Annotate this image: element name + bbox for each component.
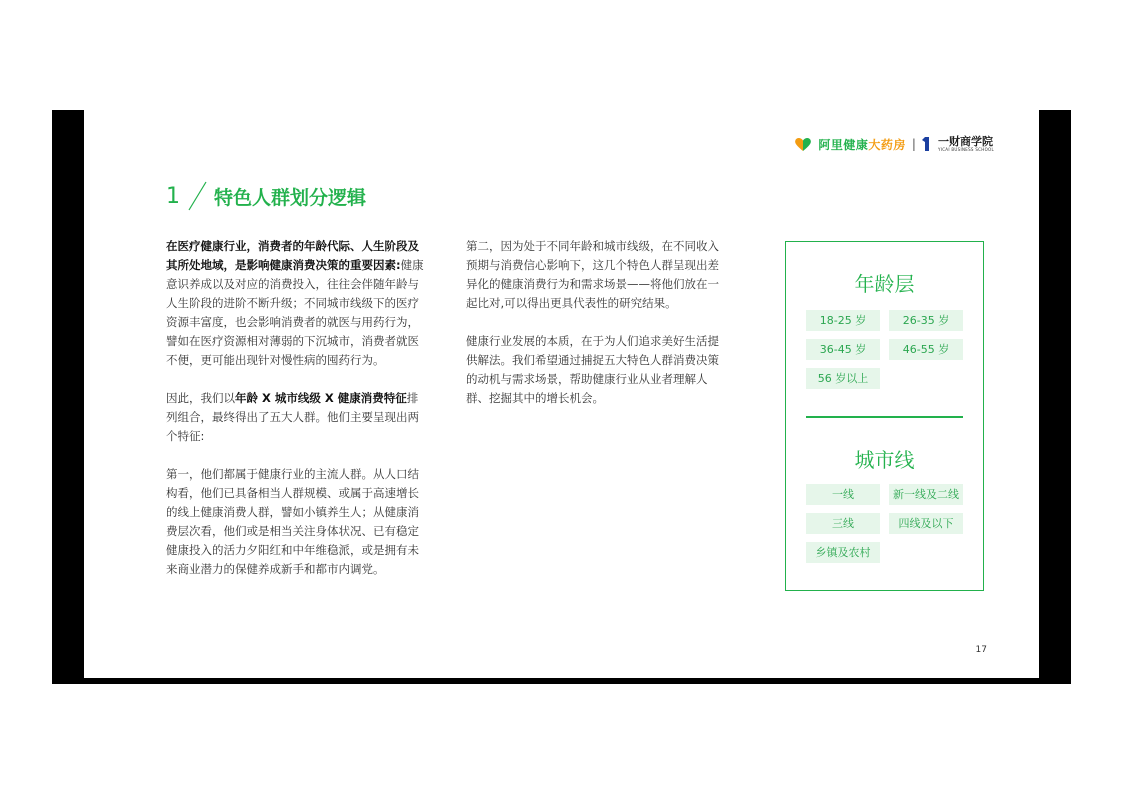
- page-number: 17: [975, 645, 987, 655]
- city-tag: 一线: [806, 484, 880, 505]
- header-logo: [794, 135, 994, 153]
- paragraph-3: 第一，他们都属于健康行业的主流人群。从人口结构看，他们已具备相当人群规模、或属于高速增长的线上健康消费人群，譬如小镇养生人；从健康消费层次看，他们或是相当关注身体状况、已有稳定健康投入的活力夕阳红和中年维稳派，或是拥有未来商业潜力的保健养成新手和都市内调党。: [166, 467, 419, 576]
- age-tag: 36-45 岁: [806, 339, 880, 360]
- paragraph-5: 健康行业发展的本质，在于为人们追求美好生活提供解法。我们希望通过捕捉五大特色人群消费决策的动机与需求场景，帮助健康行业从业者理解人群、挖掘其中的增长机会。: [466, 334, 719, 405]
- right-text-column: [466, 237, 726, 427]
- document-page: [84, 110, 1039, 678]
- city-tag: 四线及以下: [889, 513, 963, 534]
- city-heading: 城市线: [854, 448, 915, 472]
- age-heading: 年龄层: [854, 272, 915, 296]
- age-tag: 26-35 岁: [889, 310, 963, 331]
- section-title: [166, 180, 366, 212]
- slash-divider-icon: [186, 180, 208, 212]
- age-tag: 18-25 岁: [806, 310, 880, 331]
- left-text-column: [166, 237, 426, 598]
- age-tag: 56 岁以上: [806, 368, 880, 389]
- paragraph-4: 第二，因为处于不同年龄和城市线级，在不同收入预期与消费信心影响下，这几个特色人群呈现出差异化的健康消费行为和需求场景——将他们放在一起比对,可以得出更具代表性的研究结果。: [466, 239, 719, 310]
- section-heading: 特色人群划分逻辑: [214, 186, 367, 209]
- alihealth-brand: 阿里健康大药房: [818, 137, 906, 152]
- segmentation-panel: [785, 241, 984, 591]
- city-tag: 三线: [806, 513, 880, 534]
- age-tag: 46-55 岁: [889, 339, 963, 360]
- city-tag: 乡镇及农村: [806, 542, 880, 563]
- city-tag: 新一线及二线: [889, 484, 963, 505]
- panel-divider: [806, 416, 963, 418]
- yicai-mark-icon: [922, 136, 932, 152]
- paragraph-1: 在医疗健康行业，消费者的年龄代际、人生阶段及其所处地域，是影响健康消费决策的重要因素:健康意识养成以及对应的消费投入，往往会伴随年龄与人生阶段的进阶不断升级；不同城市线级下的医疗资源丰富度，也会影响消费者的就医与用药行为，譬如在医疗资源相对薄弱的下沉城市，消费者就医不便，更可能出现针对慢性病的囤药行为。: [166, 239, 424, 367]
- logo-separator: |: [911, 137, 916, 151]
- heart-leaf-icon: [794, 136, 812, 152]
- yicai-brand: 一财商学院 YICAI BUSINESS SCHOOL: [937, 135, 994, 152]
- section-number: 1: [166, 183, 180, 209]
- paragraph-2: 因此，我们以年龄 X 城市线级 X 健康消费特征排列组合，最终得出了五大人群。他们主要呈现出两个特征:: [166, 391, 419, 443]
